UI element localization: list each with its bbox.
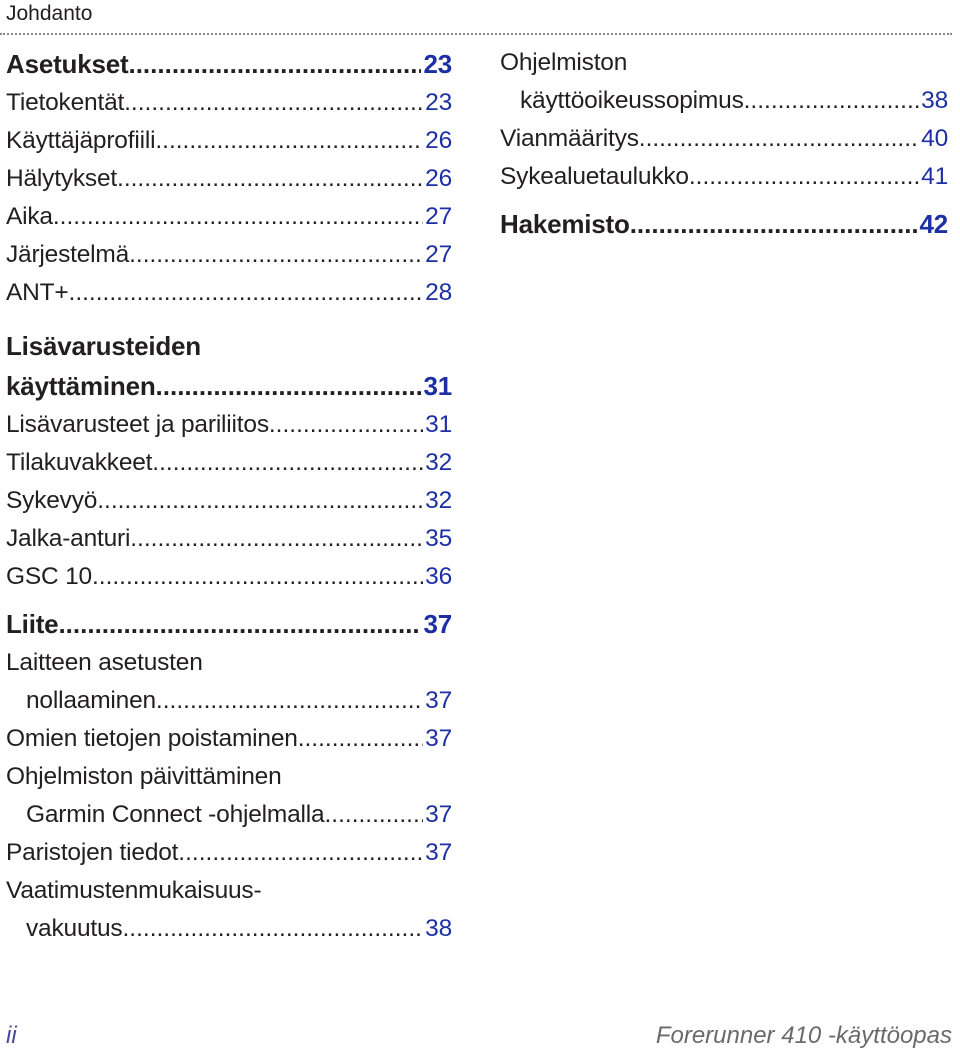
toc-page-number[interactable]: 40 <box>921 125 948 152</box>
dot-leader <box>152 444 423 482</box>
toc-entry[interactable] <box>6 406 452 444</box>
toc-page-number[interactable]: 37 <box>425 801 452 828</box>
toc-entry[interactable] <box>6 160 452 198</box>
toc-page-number[interactable]: 26 <box>425 127 452 154</box>
toc-entry-label: Tietokentät <box>6 89 125 116</box>
toc-page-number[interactable]: 31 <box>423 371 452 401</box>
toc-entry[interactable] <box>6 520 452 558</box>
footer-page-number: ii <box>6 1022 17 1049</box>
toc-entry-label: Paristojen tiedot <box>6 839 179 866</box>
dot-leader <box>92 558 423 596</box>
toc-entry[interactable] <box>6 834 452 872</box>
toc-entry-compliance-line1: Vaatimustenmukaisuus- <box>6 877 262 904</box>
dot-leader <box>130 520 423 558</box>
toc-page-number[interactable]: 28 <box>425 279 452 306</box>
toc-entry-label: nollaaminen <box>26 687 156 714</box>
toc-page-number[interactable]: 23 <box>425 89 452 116</box>
toc-entry-label: Tilakuvakkeet <box>6 449 153 476</box>
spacer <box>6 312 452 326</box>
toc-page-number[interactable]: 27 <box>425 203 452 230</box>
toc-page-number[interactable]: 37 <box>423 609 452 639</box>
dot-leader <box>155 122 423 160</box>
toc-page-number[interactable]: 42 <box>919 209 948 239</box>
dot-leader <box>156 682 423 720</box>
toc-entry[interactable] <box>500 120 948 158</box>
dot-leader <box>58 604 421 644</box>
toc-entry[interactable] <box>6 682 452 720</box>
dot-leader <box>69 274 424 312</box>
toc-page-number[interactable]: 26 <box>425 165 452 192</box>
toc-entry-label: vakuutus <box>26 915 123 942</box>
dot-leader <box>117 160 423 198</box>
toc-page-number[interactable]: 27 <box>425 241 452 268</box>
toc-entry[interactable] <box>6 910 452 948</box>
toc-page-number[interactable]: 32 <box>425 487 452 514</box>
toc-section-hakemisto[interactable] <box>500 204 948 244</box>
dot-leader <box>156 366 422 406</box>
toc-section-lisavarusteiden-line1: Lisävarusteiden <box>6 331 201 361</box>
toc-page-number[interactable]: 38 <box>425 915 452 942</box>
toc-section-label: käyttäminen <box>6 371 156 401</box>
toc-page-number[interactable]: 36 <box>425 563 452 590</box>
toc-entry-label: ANT+ <box>6 279 69 306</box>
toc-entry[interactable] <box>6 720 452 758</box>
dot-leader <box>124 84 423 122</box>
toc-entry-label: Sykealuetaulukko <box>500 163 689 190</box>
toc-entry[interactable] <box>6 122 452 160</box>
toc-entry-label: Käyttäjäprofiili <box>6 127 156 154</box>
toc-page-number[interactable]: 38 <box>921 87 948 114</box>
toc-section-label: Asetukset <box>6 49 129 79</box>
toc-entry-label: Järjestelmä <box>6 241 130 268</box>
toc-page-number[interactable]: 23 <box>423 49 452 79</box>
toc-entry-label: Hälytykset <box>6 165 118 192</box>
toc-left-column <box>6 44 452 948</box>
dot-leader <box>178 834 423 872</box>
toc-entry-label: Sykevyö <box>6 487 98 514</box>
toc-entry[interactable] <box>6 482 452 520</box>
toc-entry-label: Vianmääritys <box>500 125 639 152</box>
toc-entry-label: Jalka-anturi <box>6 525 131 552</box>
dot-leader <box>122 910 423 948</box>
toc-entry[interactable] <box>6 444 452 482</box>
dot-leader <box>639 120 919 158</box>
dot-leader <box>97 482 423 520</box>
toc-entry-label: GSC 10 <box>6 563 92 590</box>
toc-section-lisavarusteiden[interactable] <box>6 366 452 406</box>
toc-page-number[interactable]: 37 <box>425 725 452 752</box>
toc-entry-license-line1: Ohjelmiston <box>500 49 628 76</box>
toc-page-number[interactable]: 32 <box>425 449 452 476</box>
dot-leader <box>269 406 423 444</box>
toc-entry[interactable] <box>6 198 452 236</box>
toc-section-label: Liite <box>6 609 59 639</box>
toc-page-number[interactable]: 41 <box>921 163 948 190</box>
toc-entry-label: Omien tietojen poistaminen <box>6 725 298 752</box>
header-divider <box>0 33 952 35</box>
dot-leader <box>744 82 920 120</box>
dot-leader <box>630 204 918 244</box>
spacer <box>6 596 452 604</box>
spacer <box>500 196 948 204</box>
toc-entry-label: Aika <box>6 203 53 230</box>
dot-leader <box>689 158 919 196</box>
toc-section-liite[interactable] <box>6 604 452 644</box>
toc-entry-label: Garmin Connect -ohjelmalla <box>26 801 325 828</box>
toc-entry-reset-line1: Laitteen asetusten <box>6 649 203 676</box>
toc-page-number[interactable]: 37 <box>425 839 452 866</box>
dot-leader <box>53 198 423 236</box>
toc-entry[interactable] <box>500 82 948 120</box>
toc-right-column <box>500 44 948 244</box>
toc-entry[interactable] <box>6 84 452 122</box>
toc-section-label: Hakemisto <box>500 209 630 239</box>
toc-page-number[interactable]: 37 <box>425 687 452 714</box>
toc-entry[interactable] <box>6 558 452 596</box>
toc-entry-label: käyttöoikeussopimus <box>520 87 744 114</box>
dot-leader <box>298 720 423 758</box>
dot-leader <box>129 236 423 274</box>
toc-entry-label: Lisävarusteet ja pariliitos <box>6 411 269 438</box>
toc-entry[interactable] <box>6 796 452 834</box>
toc-page-number[interactable]: 31 <box>425 411 452 438</box>
toc-entry[interactable] <box>500 158 948 196</box>
dot-leader <box>324 796 423 834</box>
footer-manual-title: Forerunner 410 -käyttöopas <box>655 1022 952 1049</box>
page-header: Johdanto <box>6 2 93 25</box>
toc-entry[interactable] <box>6 236 452 274</box>
dot-leader <box>128 44 421 84</box>
toc-entry-update-line1: Ohjelmiston päivittäminen <box>6 763 282 790</box>
toc-section-asetukset[interactable] <box>6 44 452 84</box>
toc-page-number[interactable]: 35 <box>425 525 452 552</box>
toc-entry[interactable] <box>6 274 452 312</box>
